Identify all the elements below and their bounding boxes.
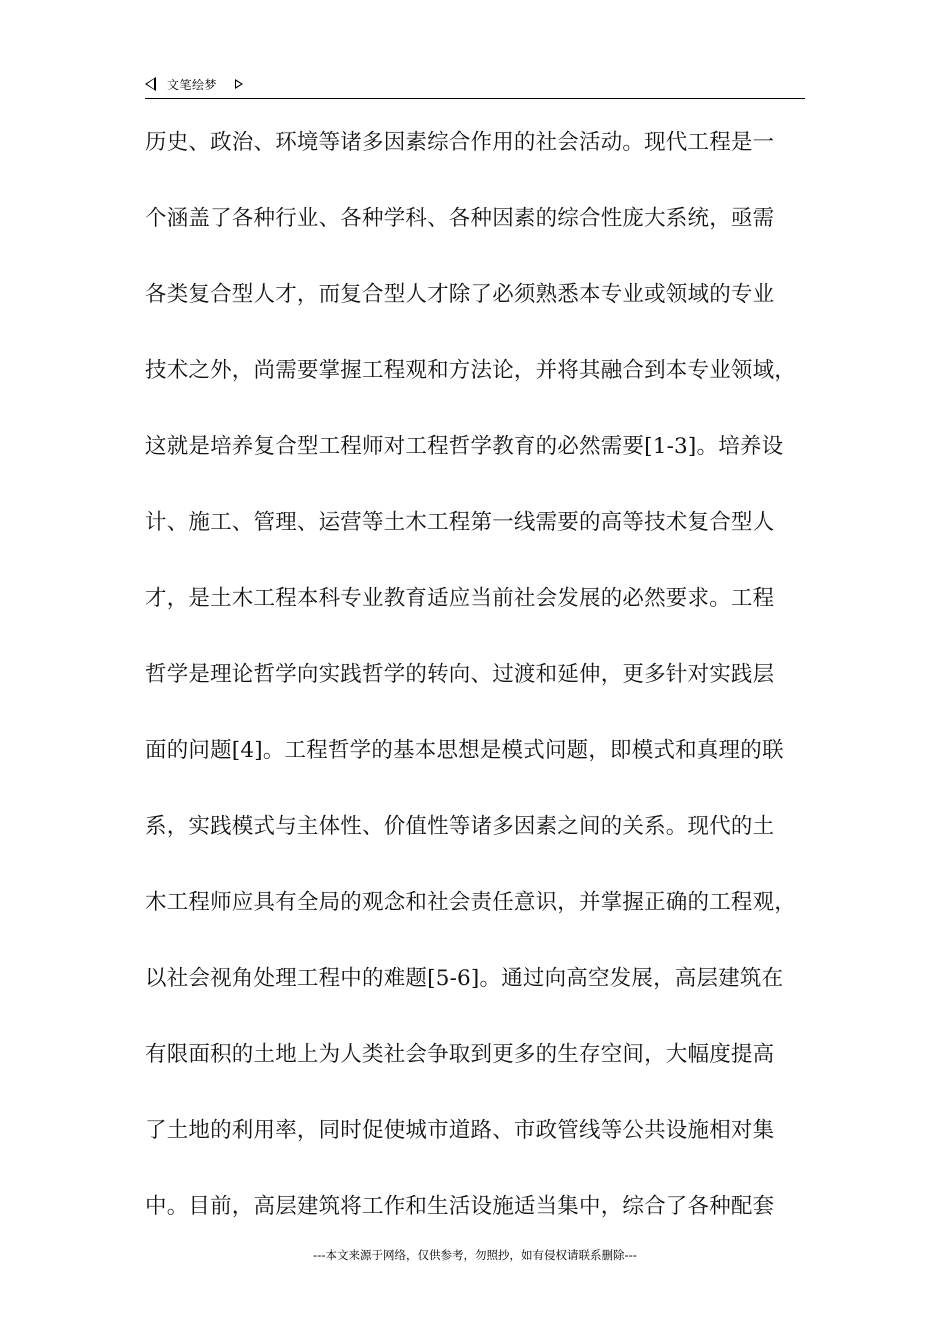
body-line: 有限面积的土地上为人类社会争取到更多的生存空间，大幅度提高	[145, 1042, 775, 1067]
body-line: 木工程师应具有全局的观念和社会责任意识，并掌握正确的工程观，	[145, 890, 797, 915]
body-line: 技术之外，尚需要掌握工程观和方法论，并将其融合到本专业领域，	[145, 358, 797, 383]
body-line: 历史、政治、环境等诸多因素综合作用的社会活动。现代工程是一	[145, 130, 775, 155]
right-triangle-icon	[235, 79, 243, 89]
body-line: 中。目前，高层建筑将工作和生活设施适当集中，综合了各种配套	[145, 1194, 775, 1219]
left-triangle-icon	[145, 77, 156, 91]
body-line: 哲学是理论哲学向实践哲学的转向、过渡和延伸，更多针对实践层	[145, 662, 775, 687]
page-header	[145, 74, 805, 99]
footer-notice: ---本文来源于网络，仅供参考，勿照抄，如有侵权请联系删除---	[313, 1248, 637, 1262]
body-line: 计、施工、管理、运营等土木工程第一线需要的高等技术复合型人	[145, 510, 775, 535]
body-line: 以社会视角处理工程中的难题[5-6]。通过向高空发展，高层建筑在	[145, 966, 784, 991]
body-line: 系，实践模式与主体性、价值性等诸多因素之间的关系。现代的土	[145, 814, 775, 839]
body-line: 才，是土木工程本科专业教育适应当前社会发展的必然要求。工程	[145, 586, 775, 611]
body-line: 各类复合型人才，而复合型人才除了必须熟悉本专业或领域的专业	[145, 282, 775, 307]
document-body	[145, 128, 807, 1268]
body-line: 面的问题[4]。工程哲学的基本思想是模式问题，即模式和真理的联	[145, 738, 784, 763]
header-title: 文笔绘梦	[167, 78, 218, 92]
body-line: 个涵盖了各种行业、各种学科、各种因素的综合性庞大系统，亟需	[145, 206, 775, 231]
body-line: 了土地的利用率，同时促使城市道路、市政管线等公共设施相对集	[145, 1118, 775, 1143]
body-line: 这就是培养复合型工程师对工程哲学教育的必然需要[1-3]。培养设	[145, 434, 784, 459]
